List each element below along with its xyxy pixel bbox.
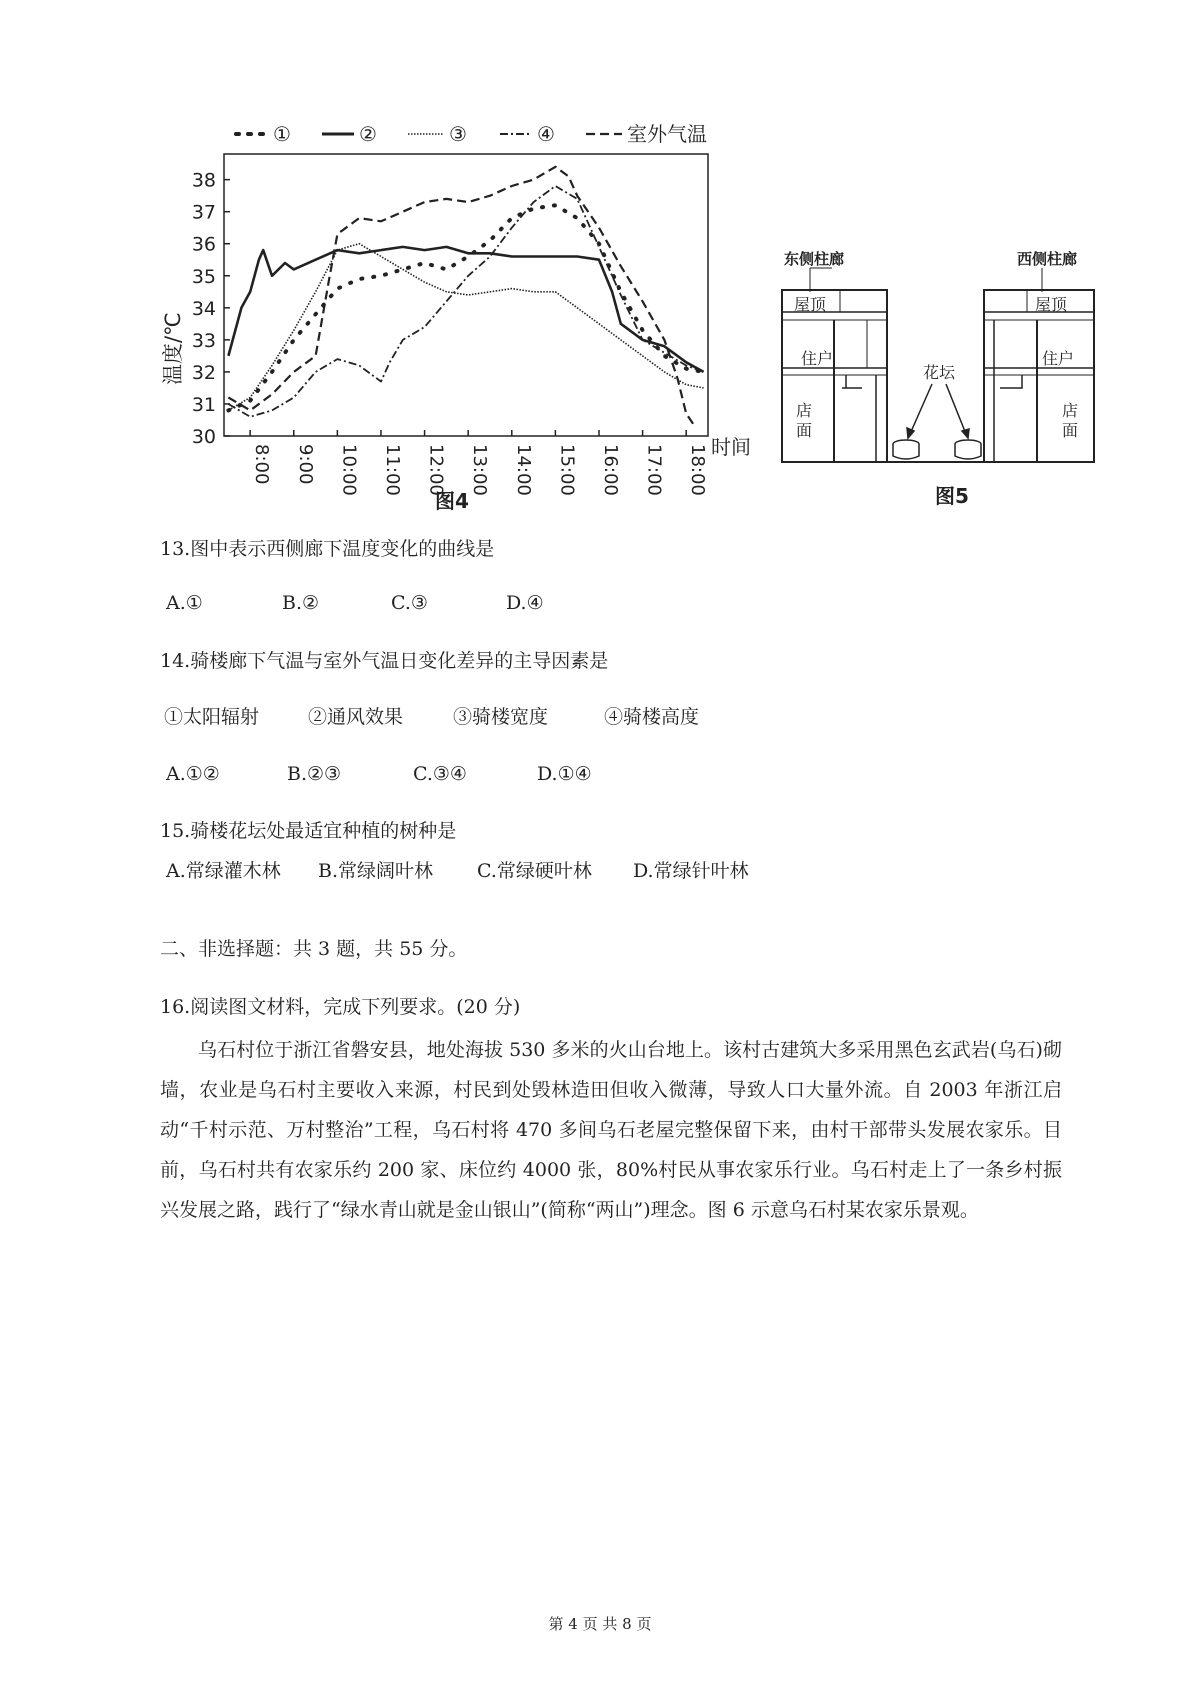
x-tick-label: 11:00 <box>381 444 403 496</box>
series-line-3 <box>228 244 703 411</box>
y-tick-label: 31 <box>191 393 216 416</box>
y-tick-label: 32 <box>191 361 216 384</box>
svg-text:店: 店 <box>1062 401 1079 420</box>
section-heading: 二、非选择题：共 3 题，共 55 分。 <box>160 938 468 960</box>
x-tick-label: 15:00 <box>556 444 578 496</box>
x-axis-label: 时间 <box>711 435 751 459</box>
x-tick-label: 14:00 <box>512 444 534 496</box>
svg-text:面: 面 <box>1062 421 1079 440</box>
y-tick-label: 37 <box>191 201 216 224</box>
west-arcade-label: 西侧柱廊 <box>1017 250 1078 268</box>
legend-item-2 <box>322 122 377 146</box>
west-roof-label: 屋顶 <box>1035 295 1068 314</box>
y-tick-label: 34 <box>191 297 216 320</box>
q16-stem: 16.阅读图文材料，完成下列要求。(20 分) <box>160 996 521 1018</box>
q14-item-3: ③骑楼宽度 <box>453 706 549 728</box>
west-shop-label <box>1062 401 1078 440</box>
y-tick-label: 30 <box>191 426 216 448</box>
q13-option-a[interactable]: A.① <box>166 592 203 614</box>
west-resident-label: 住户 <box>1042 349 1075 368</box>
y-tick-label: 36 <box>191 233 216 256</box>
x-tick-label: 16:00 <box>599 444 621 496</box>
chart-legend <box>236 122 707 146</box>
q15-option-c[interactable]: C.常绿硬叶林 <box>477 860 592 882</box>
q15-option-a[interactable]: A.常绿灌木林 <box>166 860 281 882</box>
series-line-4 <box>228 186 703 417</box>
y-tick-label: 35 <box>191 265 216 288</box>
y-tick-label: 38 <box>191 169 216 192</box>
legend-label-2: ② <box>359 122 377 146</box>
x-tick-label: 8:00 <box>251 444 273 485</box>
q14-stem: 14.骑楼廊下气温与室外气温日变化差异的主导因素是 <box>160 650 609 672</box>
q13-stem: 13.图中表示西侧廊下温度变化的曲线是 <box>160 538 495 560</box>
q13-option-d[interactable]: D.④ <box>506 592 544 614</box>
figure-4-chart <box>150 110 770 513</box>
legend-label-3: ③ <box>449 122 467 146</box>
east-roof-label: 屋顶 <box>794 295 827 314</box>
x-tick-label: 10:00 <box>338 444 360 496</box>
planter-pots <box>893 440 981 459</box>
planter-label: 花坛 <box>922 363 956 382</box>
q14-option-d[interactable]: D.①④ <box>537 763 592 785</box>
q16-paragraph: 乌石村位于浙江省磐安县，地处海拔 530 多米的火山台地上。该村古建筑大多采用黑色玄武岩(乌石)砌墙，农业是乌石村主要收入来源，村民到处毁林造田但收入微薄，导致人口大量外流。自 2003 年浙江启动“千村示范、万村整治”工程，乌石村将 470 多间乌石老屋完整保留下来，由村干部带头发展农家乐。目前，乌石村共有农家乐约 200 家、床位约 4000 张，80%村民从事农家乐行业。乌石村走上了一条乡村振兴发展之路，践行了“绿水青山就是金山银山”(简称“两山”)理念。图 6 示意乌石村某农家乐景观。 <box>160 1039 1062 1221</box>
legend-label-outdoor: 室外气温 <box>627 122 707 146</box>
q13-option-c[interactable]: C.③ <box>391 592 428 614</box>
x-ticks <box>250 430 708 496</box>
y-axis-label: 温度/℃ <box>161 312 185 385</box>
q14-item-2: ②通风效果 <box>308 706 404 728</box>
q14-option-b[interactable]: B.②③ <box>287 763 342 785</box>
q14-item-1: ①太阳辐射 <box>164 706 260 728</box>
legend-label-4: ④ <box>537 122 555 146</box>
x-tick-label: 17:00 <box>643 444 665 496</box>
x-tick-label: 12:00 <box>425 444 447 496</box>
legend-label-1: ① <box>273 122 291 146</box>
series-line-1 <box>228 205 703 410</box>
series-lines <box>228 167 703 427</box>
q14-item-4: ④骑楼高度 <box>604 706 700 728</box>
svg-text:店: 店 <box>796 401 813 420</box>
y-tick-label: 33 <box>191 329 216 352</box>
q13-option-b[interactable]: B.② <box>282 592 320 614</box>
east-resident-label: 住户 <box>801 349 834 368</box>
q14-option-c[interactable]: C.③④ <box>413 763 467 785</box>
figure-5-diagram <box>772 248 1112 510</box>
legend-item-3 <box>408 122 467 146</box>
east-arcade-label: 东侧柱廊 <box>784 250 845 268</box>
planter-arrows <box>907 384 969 438</box>
svg-text:面: 面 <box>796 421 813 440</box>
q14-option-a[interactable]: A.①② <box>166 763 220 785</box>
legend-item-outdoor <box>586 122 707 146</box>
figure-5-caption: 图5 <box>935 484 969 508</box>
x-tick-label: 13:00 <box>469 444 491 496</box>
page-footer: 第 4 页 共 8 页 <box>548 1615 652 1633</box>
x-tick-label: 18:00 <box>687 444 709 496</box>
q15-option-d[interactable]: D.常绿针叶林 <box>633 860 749 882</box>
x-tick-label: 9:00 <box>294 444 316 485</box>
legend-item-4 <box>500 122 555 146</box>
q15-stem: 15.骑楼花坛处最适宜种植的树种是 <box>160 820 457 842</box>
east-shop-label <box>796 401 812 440</box>
figure-4-caption: 图4 <box>435 489 469 513</box>
q15-option-b[interactable]: B.常绿阔叶林 <box>318 860 434 882</box>
legend-item-1 <box>236 122 291 146</box>
